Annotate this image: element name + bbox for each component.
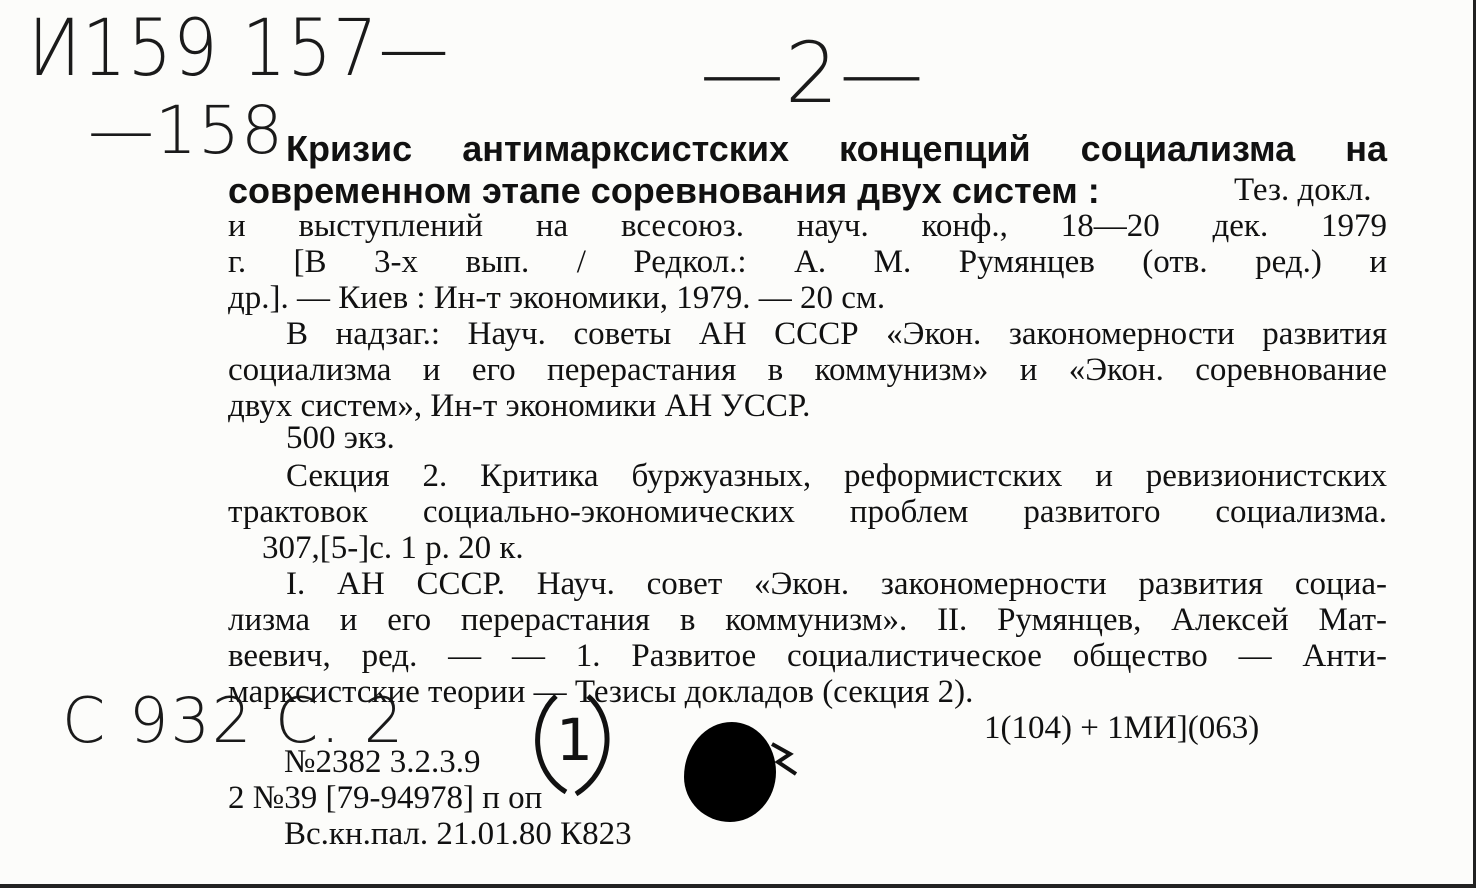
udc-classification: 1(104) + 1МИ](063) — [984, 710, 1260, 746]
card-title-line-2: современном этапе соревнования двух систем : — [228, 170, 1100, 211]
handwritten-accession-number: И159 157— — [28, 4, 450, 94]
registration-number: №2382 3.2.3.9 — [284, 744, 481, 780]
note-above-title-2: социализма и его перерастания в коммунизм» и «Экон. соревнование — [228, 352, 1387, 388]
handwritten-accession-number-continued: —158 — [88, 92, 284, 169]
description-line-5: др.]. — Киев : Ин-т экономики, 1979. — 20 см. — [228, 280, 886, 316]
ink-blot — [684, 722, 776, 822]
handwritten-call-number: С 932 С. 2 — [62, 684, 406, 757]
ink-splatter — [770, 740, 800, 780]
tracing-line-1: I. АН СССР. Науч. совет «Экон. закономерности развития социа- — [286, 566, 1387, 602]
description-line-4: г. [В 3-х вып. / Редкол.: А. М. Румянцев (отв. ред.) и — [228, 244, 1387, 280]
tracing-line-4: марксистские теории — Тезисы докладов (секция 2). — [228, 674, 974, 710]
tracing-line-3: веевич, ред. — — 1. Развитое социалистическое общество — Анти- — [228, 638, 1387, 674]
copies-count: 500 экз. — [286, 420, 395, 456]
note-above-title-3: двух систем», Ин-т экономики АН УССР. — [228, 388, 811, 424]
section-line-1: Секция 2. Критика буржуазных, реформистских и ревизионистских — [286, 458, 1387, 494]
note-above-title-1: В надзаг.: Науч. советы АН СССР «Экон. закономерности развития — [286, 316, 1387, 352]
section-line-2: трактовок социально-экономических проблем развитого социализма. — [228, 494, 1387, 530]
tracing-line-2: лизма и его перерастания в коммунизм». II. Румянцев, Алексей Мат- — [228, 602, 1387, 638]
description-line-3: и выступлений на всесоюз. науч. конф., 18—20 дек. 1979 — [228, 208, 1387, 244]
circled-number-text: 1 — [556, 706, 593, 774]
card-number: 2 №39 [79-94978] п оп — [228, 780, 543, 816]
handwritten-page-mark: —2— — [700, 24, 925, 122]
card-title-line-1: Кризис антимарксистских концепций социализма на — [286, 128, 1387, 169]
pages-and-price: 307,[5-]с. 1 р. 20 к. — [262, 530, 524, 566]
card-title-remainder: Тез. докл. — [1234, 172, 1372, 208]
book-chamber-date: Вс.кн.пал. 21.01.80 К823 — [284, 816, 632, 852]
